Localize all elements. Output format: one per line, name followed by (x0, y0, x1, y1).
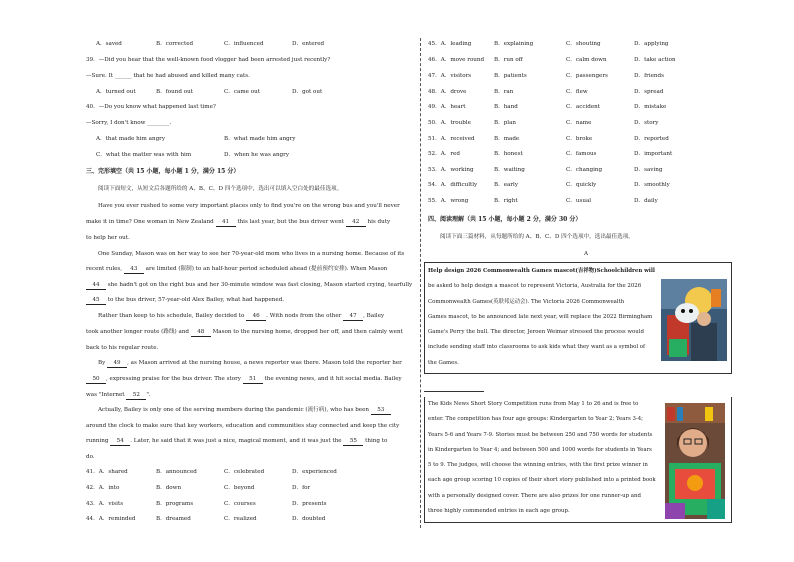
text: the evening news, and it hit social media. Bailey (264, 376, 402, 382)
option[interactable]: C．usual (566, 198, 592, 204)
text: thing to (365, 438, 388, 444)
reading-child-photo (665, 403, 725, 519)
passage-line (98, 313, 384, 321)
option[interactable]: D．reported (634, 136, 669, 142)
blank-55[interactable]: 55 (343, 438, 363, 446)
option[interactable]: C．name (566, 120, 592, 126)
option[interactable]: C．broke (566, 136, 593, 142)
option[interactable]: A．saved (96, 41, 122, 47)
passage-line (86, 392, 151, 400)
passage-line (86, 219, 390, 227)
section4-title: 四、阅读理解（共 15 小题，每小题 2 分，满分 30 分） (428, 216, 582, 223)
option[interactable]: B．made (494, 136, 520, 142)
text-line: 5 to 9. The judges, will choose the winning entries, with the first prize winner in (428, 462, 648, 469)
option[interactable]: C．famous (566, 151, 597, 157)
text: to the bus driver, 57-year-old Alex Bailey, what had happened. (107, 297, 285, 303)
text-line: include sending staff into classrooms to ask kids what they want as a symbol of (428, 344, 646, 351)
blank-41[interactable]: 41 (216, 219, 236, 227)
option[interactable]: B．run off (494, 57, 523, 63)
option[interactable]: 48．A．drove (428, 89, 467, 95)
option[interactable]: C．came out (224, 89, 260, 95)
blank-52[interactable]: 52 (126, 392, 146, 400)
text-line: enter. The competition has four age groups: Kindergarten to Year 2; Years 3-4; (428, 416, 643, 423)
text: , expressing praise for the bus driver. The story (106, 376, 243, 382)
reading-child-photo-image (665, 403, 725, 519)
passage-line (86, 266, 387, 274)
option[interactable]: 51．A．received (428, 136, 475, 142)
option[interactable]: D．for (292, 485, 311, 491)
blank-51[interactable]: 51 (243, 376, 263, 384)
option[interactable]: D．take action (634, 57, 676, 63)
option[interactable]: B．programs (156, 501, 194, 507)
option[interactable]: C．changing (566, 167, 603, 173)
text-line: the Games. (428, 359, 459, 366)
text: Actually, Bailey is only one of the serving members during the pandemic (流行病), who has been (98, 407, 371, 413)
option[interactable]: 54．A．difficultly (428, 182, 478, 188)
option[interactable]: 45．A．leading (428, 41, 472, 47)
option[interactable]: C．flew (566, 89, 588, 95)
mascot-photo (661, 279, 727, 361)
option[interactable]: B．plan (494, 120, 517, 126)
option[interactable]: 55．A．wrong (428, 198, 469, 204)
option[interactable]: D．doubted (292, 516, 326, 522)
option[interactable]: B．what made him angry (224, 136, 296, 142)
option[interactable]: C．influenced (224, 41, 264, 47)
blank-49[interactable]: 49 (107, 360, 127, 368)
blank-45[interactable]: 45 (86, 297, 106, 305)
blank-48[interactable]: 48 (191, 329, 211, 337)
text-line: be asked to help design a mascot to represent Victoria, Australia for the 2026 (428, 283, 642, 290)
text-line: Game's Perry the bull. The director, Jeroen Weimar stressed the process would (428, 329, 644, 336)
option[interactable]: C．shouting (566, 41, 601, 47)
blank-50[interactable]: 50 (86, 376, 106, 384)
option[interactable]: C．what the matter was with him (96, 152, 192, 158)
option[interactable]: 50．A．trouble (428, 120, 471, 126)
option[interactable]: D．daily (634, 198, 658, 204)
section3-title: 三、完形填空（共 15 小题，每小题 1 分，满分 15 分） (86, 168, 240, 175)
option[interactable]: A．turned out (96, 89, 136, 95)
option[interactable]: D．important (634, 151, 673, 157)
passage-line (98, 407, 391, 415)
option[interactable]: B．early (494, 182, 518, 188)
text: this last year, but the bus driver went (237, 219, 346, 225)
q40-answer: —Sorry, I don't know ________. (86, 120, 172, 126)
option[interactable]: B．found out (156, 89, 193, 95)
passage-label: A (584, 251, 589, 257)
text: his duty (367, 219, 391, 225)
text: . Later, he said that it was just a nice, magical moment, and it was just the (130, 438, 344, 444)
mascot-photo-image (661, 279, 727, 361)
option[interactable]: A．that made him angry (96, 136, 165, 142)
option[interactable]: B．honest (494, 151, 523, 157)
text: she hadn't got on the right bus and her 30-minute window was fast closing, Mason started crying, tearfully (107, 282, 413, 288)
blank-46[interactable]: 46 (246, 313, 266, 321)
option[interactable]: B．right (494, 198, 518, 204)
option[interactable]: B．ran (494, 89, 514, 95)
text: , Bailey (363, 313, 385, 319)
option[interactable]: D．friends (634, 73, 664, 79)
option[interactable]: B．corrected (156, 41, 194, 47)
option[interactable]: D．saving (634, 167, 663, 173)
competition-text (428, 397, 660, 519)
passage-line (86, 297, 284, 305)
passage-line: do. (86, 454, 95, 460)
option[interactable]: C．quickly (566, 182, 597, 188)
option[interactable]: C．accident (566, 104, 601, 110)
option[interactable]: B．dreamed (156, 516, 191, 522)
option[interactable]: B．explaining (494, 41, 534, 47)
option[interactable]: D．got out (292, 89, 323, 95)
passage-a-box-1 (424, 262, 732, 374)
text: Mason to the nursing home, dropped her off, and then calmly went (212, 329, 403, 335)
text-line: three highly commended entries in each age group. (428, 508, 570, 515)
blank-43[interactable]: 43 (124, 266, 144, 274)
passage-line: Have you ever rushed to some very important places only to find you're on the wrong bus and you'll never (98, 203, 400, 209)
separator-line (424, 391, 484, 392)
blank-44[interactable]: 44 (86, 282, 106, 290)
text-line: in Kindergarten to Year 4; and between 500 and 1000 words for students in Years (428, 446, 652, 453)
blank-47[interactable]: 47 (343, 313, 363, 321)
option[interactable]: 46．A．move round (428, 57, 485, 63)
passage-a-text (428, 264, 656, 371)
passage-a-box-2 (424, 397, 732, 523)
option[interactable]: B．waiting (494, 167, 525, 173)
option[interactable]: C．realized (224, 516, 257, 522)
option[interactable]: D．entered (292, 41, 325, 47)
option[interactable]: D．applying (634, 41, 669, 47)
option[interactable]: 53．A．working (428, 167, 474, 173)
option[interactable]: B．announced (156, 469, 197, 475)
section3-instructions: 阅读下面短文，从短文后各题所给的 A、B、C、D 四个选项中，选出可以填入空白处的最佳选项。 (98, 186, 343, 192)
text-line: The Kids News Short Story Competition runs from May 1 to 26 and is free to (428, 401, 639, 407)
text-line: each age group scoring 10 copies of their short story published into a printed book (428, 477, 656, 484)
text: . With nods from the other (266, 313, 344, 319)
text: Rather than keep to his schedule, Bailey decided to (98, 313, 247, 319)
option[interactable]: C．celebrated (224, 469, 265, 475)
passage-line (98, 360, 402, 368)
option[interactable]: 49．A．heart (428, 104, 466, 110)
option[interactable]: B．patients (494, 73, 527, 79)
option[interactable]: 44．A．reminded (86, 516, 136, 522)
text-line: Help design 2026 Commonwealth Games mascot(吉祥物)Schoolchildren will (428, 268, 655, 274)
q39-answer: —Sure. It ______ that he had abused and killed many cats. (86, 73, 250, 79)
passage-line (86, 438, 387, 446)
option[interactable]: B．hand (494, 104, 518, 110)
passage-line: to help her out. (86, 235, 130, 241)
passage-line: around the clock to make sure that key workers, education and communities stay connected and keep the city (86, 423, 400, 429)
passage-line: back to his regular route. (86, 345, 159, 351)
section4-instructions: 阅读下面三篇材料，从每题所给的 A、B、C、D 四个选项中，选出最佳选项。 (440, 234, 634, 240)
text: make it in time? One woman in New Zealand (86, 219, 216, 225)
passage-line: One Sunday, Mason was on her way to see her 70-year-old mom who lives in a nursing home. Because of its (98, 251, 405, 257)
option[interactable]: 47．A．visitors (428, 73, 472, 79)
text: recent rules, (86, 266, 124, 272)
option[interactable]: D．mistake (634, 104, 667, 110)
text: ". (146, 392, 151, 398)
option[interactable]: D．experienced (292, 469, 337, 475)
q40-question: 40．—Do you know what happened last time? (86, 104, 216, 110)
passage-line (86, 376, 402, 384)
blank-53[interactable]: 53 (371, 407, 391, 415)
text: took another longer route (路线) and (86, 329, 191, 335)
passage-line (86, 329, 403, 337)
text-line: Games mascot, to be announced late next year, will replace the 2022 Birmingham (428, 313, 653, 320)
q39-question: 39．—Did you hear that the well-known food vlogger had been arrested just recently? (86, 57, 331, 63)
text: By (98, 360, 108, 366)
text: , as Mason arrived at the nursing house, a news reporter was there. Mason told the reporter her (127, 360, 402, 366)
option[interactable]: 42．A．into (86, 485, 120, 491)
blank-54[interactable]: 54 (110, 438, 130, 446)
text: are limited (限制) to an half-hour period scheduled ahead (提前预约安排). When Mason (145, 266, 388, 272)
option[interactable]: C．beyond (224, 485, 255, 491)
blank-42[interactable]: 42 (346, 219, 366, 227)
text: was "Internet (86, 392, 127, 398)
option[interactable]: 41．A．shared (86, 469, 128, 475)
option[interactable]: 52．A．red (428, 151, 460, 157)
option[interactable]: D．spread (634, 89, 664, 95)
option[interactable]: C．courses (224, 501, 256, 507)
option[interactable]: D．presents (292, 501, 327, 507)
option[interactable]: D．story (634, 120, 659, 126)
option[interactable]: D．smoothly (634, 182, 670, 188)
option[interactable]: C．passengers (566, 73, 608, 79)
option[interactable]: D．when he was angry (224, 152, 289, 158)
text: running (86, 438, 111, 444)
text-line: Commonwealth Games(英联邦运动会). The Victoria 2026 Commonwealth (428, 298, 625, 305)
column-divider (420, 38, 422, 528)
text-line: Years 5-6 and Years 7-9. Stories must be between 250 and 750 words for students (428, 431, 653, 438)
option[interactable]: C．calm down (566, 57, 607, 63)
passage-line (86, 282, 412, 290)
option[interactable]: B．down (156, 485, 182, 491)
text-line: with a personally designed cover. There are also prizes for one runner-up and (428, 492, 641, 499)
option[interactable]: 43．A．visits (86, 501, 124, 507)
